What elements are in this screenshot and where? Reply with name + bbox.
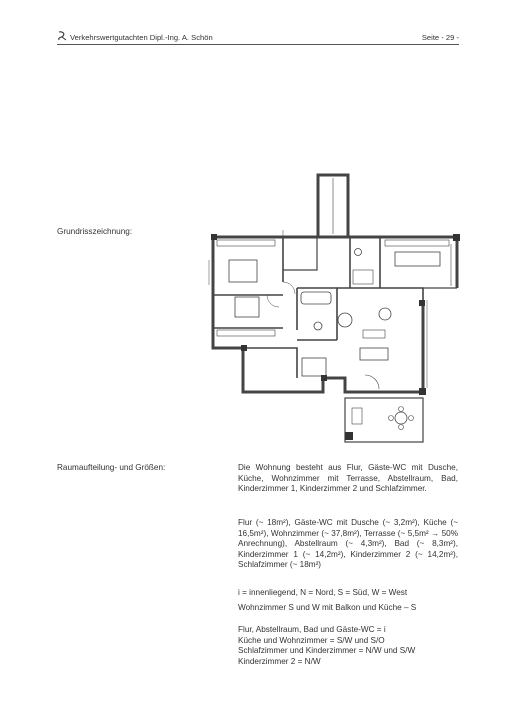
header-page-number: Seite - 29 -	[421, 33, 459, 42]
floorplan-label: Grundrisszeichnung:	[57, 227, 133, 236]
orientation-line: Kinderzimmer 2 = N/W	[238, 656, 321, 666]
page-header	[57, 31, 459, 45]
header-rule	[57, 44, 459, 45]
rooms-description: Die Wohnung besteht aus Flur, Gäste-WC mit Dusche, Küche, Wohnzimmer mit Terrasse, Abstellraum, Bad, Kinderzimmer 1, Kinderzimmer 2 und Schlafzimmer.	[238, 463, 458, 494]
floor-plan-drawing-icon	[205, 170, 467, 445]
room-sizes: Flur (~ 18m²), Gäste-WC mit Dusche (~ 3,2m²), Küche (~ 16,5m²), Wohnzimmer (~ 37,8m²), Terrasse (~ 5,5m² → 50% Anrechnung), Abstellraum (~ 4,3m²), Bad (~ 8,3m²), Kinderzimmer 1 (~ 14,2m²), Kinderzimmer 2 (~ 14,2m²), Schlafzimmer (~ 18m²)	[238, 518, 458, 570]
rooms-label: Raumaufteilung- und Größen:	[57, 463, 166, 472]
orientation-list	[238, 625, 458, 667]
orientation-line: Flur, Abstellraum, Bad und Gäste-WC = i	[238, 625, 386, 634]
orientation-summary: Wohnzimmer S und W mit Balkon und Küche – S	[238, 603, 417, 612]
header-title: Verkehrswertgutachten Dipl.-Ing. A. Schön	[70, 33, 213, 42]
orientation-line: Schlafzimmer und Kinderzimmer = N/W und S/W	[238, 646, 416, 656]
orientation-legend: i = innenliegend, N = Nord, S = Süd, W = West	[238, 588, 408, 597]
orientation-line: Küche und Wohnzimmer = S/W und S/O	[238, 635, 385, 645]
company-logo-icon	[57, 31, 67, 41]
